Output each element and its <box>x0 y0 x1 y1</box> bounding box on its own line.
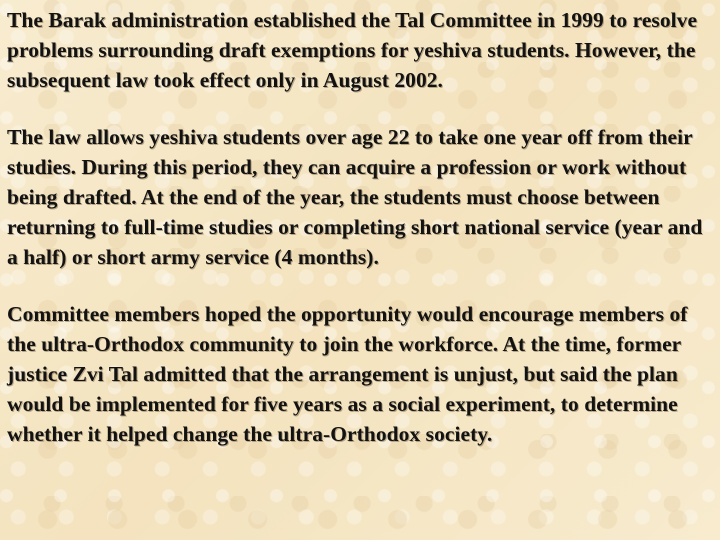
paragraph-law-details: The law allows yeshiva students over age 22 to take one year off from their studies. During this period, they can acquire a profession or work without being drafted. At the end of the year, the students must choose between returning to full-time studies or completing short national service (year and a half) or short army service (4 months). <box>7 125 703 269</box>
paragraph-tal-committee: The Barak administration established the Tal Committee in 1999 to resolve problems surrounding draft exemptions for yeshiva students. However, the subsequent law took effect only in August 2002. <box>7 8 698 92</box>
paragraph-committee-hopes: Committee members hoped the opportunity would encourage members of the ultra-Orthodox community to join the workforce. At the time, former justice Zvi Tal admitted that the arrangement is unjust, but said the plan would be implemented for five years as a social experiment, to determine whether it helped change the ultra-Orthodox society. <box>7 302 688 446</box>
